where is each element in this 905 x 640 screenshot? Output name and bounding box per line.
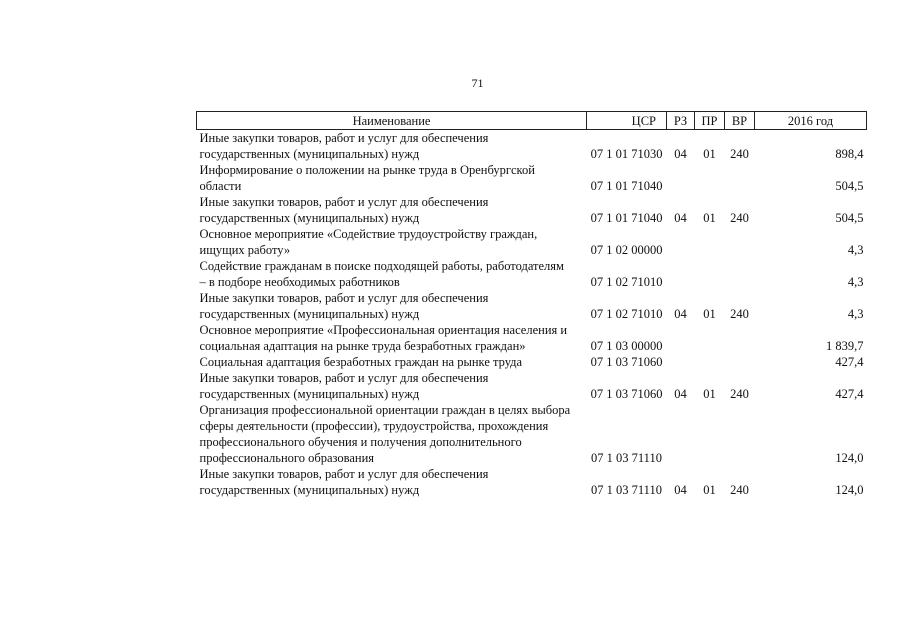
- cell-name: Иные закупки товаров, работ и услуг для обеспечения государственных (муниципальных) нужд: [199, 467, 489, 497]
- cell-amount: 1 839,7: [826, 339, 864, 353]
- table-header-row: [197, 112, 867, 130]
- table-row: [197, 354, 867, 370]
- cell-amount: 4,3: [847, 275, 864, 289]
- cell-amount: 4,3: [847, 243, 864, 257]
- header-csr: ЦСР: [587, 112, 667, 130]
- cell-rz: [667, 402, 695, 466]
- cell-csr: 07 1 01 71030: [590, 147, 663, 161]
- cell-amount: 427,4: [835, 355, 864, 369]
- cell-csr: 07 1 01 71040: [590, 211, 663, 225]
- cell-pr: [695, 322, 725, 354]
- cell-csr: 07 1 03 71060: [590, 387, 663, 401]
- cell-pr: [695, 226, 725, 258]
- table-row: [197, 370, 867, 402]
- page-number: 71: [471, 76, 484, 90]
- table-row: [197, 290, 867, 322]
- cell-pr: [695, 162, 725, 194]
- cell-amount: 124,0: [835, 451, 864, 465]
- cell-vr: [725, 258, 755, 290]
- cell-amount: 427,4: [835, 387, 864, 401]
- cell-pr: [695, 258, 725, 290]
- header-rz: РЗ: [667, 112, 695, 130]
- table-row: [197, 402, 867, 466]
- cell-pr: 01: [703, 211, 716, 225]
- cell-vr: [725, 226, 755, 258]
- cell-vr: [725, 402, 755, 466]
- table-row: [197, 226, 867, 258]
- cell-rz: [667, 258, 695, 290]
- table-row: [197, 130, 867, 163]
- table-row: [197, 466, 867, 498]
- cell-name: Информирование о положении на рынке труда в Оренбургской области: [199, 163, 535, 193]
- cell-rz: 04: [674, 387, 687, 401]
- cell-csr: 07 1 03 71060: [590, 355, 663, 369]
- cell-name: Основное мероприятие «Профессиональная ориентация населения и социальная адаптация на рынке труда безработных граждан»: [199, 323, 568, 353]
- cell-name: Социальная адаптация безработных граждан на рынке труда: [199, 355, 523, 369]
- cell-pr: 01: [703, 483, 716, 497]
- cell-rz: 04: [674, 307, 687, 321]
- cell-vr: [725, 354, 755, 370]
- header-name: Наименование: [197, 112, 587, 130]
- header-vr: ВР: [725, 112, 755, 130]
- cell-name: Иные закупки товаров, работ и услуг для обеспечения государственных (муниципальных) нужд: [199, 131, 489, 161]
- cell-vr: 240: [730, 147, 749, 161]
- cell-csr: 07 1 02 00000: [590, 243, 663, 257]
- cell-name: Основное мероприятие «Содействие трудоустройству граждан, ищущих работу»: [199, 227, 538, 257]
- cell-amount: 504,5: [835, 211, 864, 225]
- cell-amount: 4,3: [847, 307, 864, 321]
- cell-csr: 07 1 02 71010: [590, 307, 663, 321]
- table-row: [197, 322, 867, 354]
- cell-name: Иные закупки товаров, работ и услуг для обеспечения государственных (муниципальных) нужд: [199, 291, 489, 321]
- cell-name: Содействие гражданам в поиске подходящей работы, работодателям – в подборе необходимых работников: [199, 259, 564, 289]
- cell-vr: 240: [730, 211, 749, 225]
- cell-csr: 07 1 03 71110: [591, 483, 662, 497]
- cell-rz: [667, 322, 695, 354]
- cell-vr: 240: [730, 483, 749, 497]
- cell-csr: 07 1 03 71110: [591, 451, 662, 465]
- cell-rz: [667, 226, 695, 258]
- table-row: [197, 162, 867, 194]
- table-row: [197, 258, 867, 290]
- cell-rz: 04: [674, 147, 687, 161]
- cell-pr: 01: [703, 387, 716, 401]
- cell-amount: 504,5: [835, 179, 864, 193]
- header-pr: ПР: [695, 112, 725, 130]
- cell-csr: 07 1 02 71010: [590, 275, 663, 289]
- budget-table: [196, 111, 867, 498]
- cell-vr: [725, 322, 755, 354]
- cell-pr: [695, 354, 725, 370]
- cell-csr: 07 1 01 71040: [590, 179, 663, 193]
- header-amount: 2016 год: [755, 112, 867, 130]
- table-body: [197, 130, 867, 499]
- cell-pr: 01: [703, 147, 716, 161]
- cell-csr: 07 1 03 00000: [590, 339, 663, 353]
- cell-amount: 898,4: [835, 147, 864, 161]
- table-row: [197, 194, 867, 226]
- cell-pr: [695, 402, 725, 466]
- cell-name: Иные закупки товаров, работ и услуг для обеспечения государственных (муниципальных) нужд: [199, 195, 489, 225]
- cell-name: Иные закупки товаров, работ и услуг для обеспечения государственных (муниципальных) нужд: [199, 371, 489, 401]
- cell-pr: 01: [703, 307, 716, 321]
- cell-vr: 240: [730, 387, 749, 401]
- cell-name: Организация профессиональной ориентации граждан в целях выбора сферы деятельности (профессии), трудоустройства, прохождения профессионального обучения и получения дополнительного профессионального образования: [199, 403, 571, 465]
- cell-rz: [667, 162, 695, 194]
- cell-rz: 04: [674, 483, 687, 497]
- cell-rz: 04: [674, 211, 687, 225]
- cell-vr: [725, 162, 755, 194]
- cell-vr: 240: [730, 307, 749, 321]
- cell-rz: [667, 354, 695, 370]
- cell-amount: 124,0: [835, 483, 864, 497]
